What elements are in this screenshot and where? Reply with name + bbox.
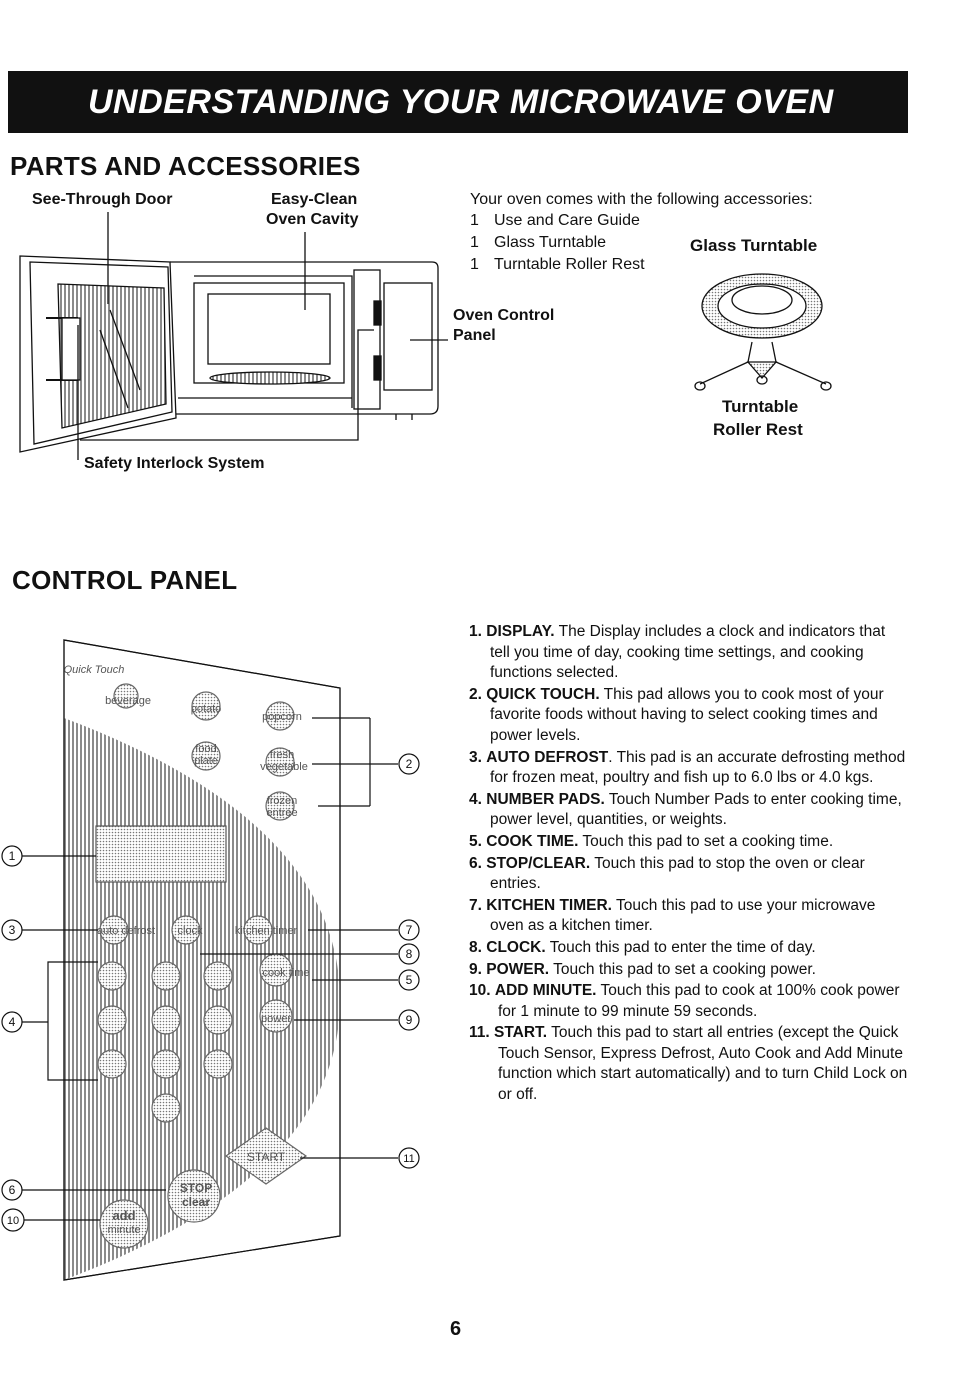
- accessory-item: 1 Glass Turntable: [470, 234, 607, 251]
- description-item: 1. DISPLAY. The Display includes a clock and indicators that tell you time of day, cooking time settings, and cooking functions selected.: [469, 623, 886, 682]
- door-label: See-Through Door: [32, 191, 173, 208]
- description-item: 11. START. Touch this pad to start all entries (except the Quick Touch Sensor, Express Defrost, Auto Cook and Add Minute function which start automatically) and to turn Child Lock on or off.: [469, 1024, 908, 1104]
- callout-7: 7: [405, 923, 413, 937]
- callout-11: 11: [403, 1153, 415, 1165]
- interlock-label: Safety Interlock System: [84, 455, 265, 472]
- pad-stop-clear[interactable]: clear: [181, 1195, 211, 1209]
- pad-potato[interactable]: potato: [190, 703, 222, 715]
- page-title: UNDERSTANDING YOUR MICROWAVE OVEN: [88, 83, 834, 121]
- glass-turntable-label: Glass Turntable: [690, 236, 818, 255]
- description-item: 6. STOP/CLEAR. Touch this pad to stop the oven or clear entries.: [469, 854, 865, 893]
- callout-9: 9: [405, 1013, 413, 1027]
- callout-8: 8: [405, 947, 413, 961]
- control-descriptions: [469, 622, 909, 1107]
- description-item: 9. POWER. Touch this pad to set a cooking power.: [469, 960, 816, 978]
- description-item: 4. NUMBER PADS. Touch Number Pads to enter cooking time, power level, quantities, or weights.: [469, 790, 902, 829]
- pad-clock[interactable]: clock: [177, 925, 203, 937]
- control-panel-heading: CONTROL PANEL: [12, 565, 238, 595]
- parts-heading: PARTS AND ACCESSORIES: [10, 151, 361, 181]
- callout-3: 3: [8, 923, 16, 937]
- pad-add-minute[interactable]: minute: [107, 1224, 141, 1236]
- callout-4: 4: [8, 1015, 16, 1029]
- pad-food-plate-2[interactable]: plate: [194, 755, 218, 767]
- pad-start[interactable]: START: [246, 1150, 286, 1164]
- pad-beverage[interactable]: beverage: [105, 695, 151, 707]
- pad-fresh-veg-1[interactable]: fresh: [269, 749, 295, 761]
- microwave-illustration: [20, 212, 448, 460]
- description-item: 8. CLOCK. Touch this pad to enter the time of day.: [469, 938, 816, 956]
- roller-label-2: Roller Rest: [713, 420, 803, 439]
- callout-1: 1: [8, 849, 16, 863]
- accessories-intro: Your oven comes with the following accessories:: [470, 191, 813, 208]
- accessory-item: 1 Use and Care Guide: [470, 212, 640, 229]
- pad-power[interactable]: power: [261, 1013, 291, 1025]
- description-item: 7. KITCHEN TIMER. Touch this pad to use your microwave oven as a kitchen timer.: [469, 896, 876, 935]
- pad-kitchen-timer[interactable]: kitchen timer: [234, 925, 298, 937]
- description-item: 5. COOK TIME. Touch this pad to set a cooking time.: [469, 832, 834, 850]
- callout-2: 2: [405, 757, 413, 771]
- pad-frozen-1[interactable]: frozen: [266, 795, 298, 807]
- pad-food-plate-1[interactable]: food: [195, 743, 217, 755]
- roller-label-1: Turntable: [722, 397, 799, 416]
- pad-auto-defrost[interactable]: auto defrost: [96, 925, 156, 937]
- page-number: 6: [450, 1318, 462, 1340]
- control-label-2: Panel: [453, 327, 496, 344]
- pad-stop[interactable]: STOP: [179, 1181, 213, 1195]
- glass-turntable-illustration: [695, 274, 831, 390]
- pad-popcorn[interactable]: popcorn: [262, 711, 302, 723]
- pad-fresh-veg-2[interactable]: vegetable: [260, 761, 308, 773]
- panel-brand: Quick Touch: [63, 664, 125, 676]
- description-item: 10. ADD MINUTE. Touch this pad to cook at 100% cook power for 1 minute to 99 minute 59 seconds.: [469, 982, 900, 1020]
- pad-cook-time[interactable]: cook time: [262, 967, 310, 979]
- accessory-item: 1 Turntable Roller Rest: [470, 256, 645, 273]
- pad-add[interactable]: add: [112, 1208, 136, 1223]
- callout-10: 10: [6, 1215, 20, 1227]
- control-label-1: Oven Control: [453, 307, 555, 324]
- pad-frozen-2[interactable]: entrée: [266, 807, 298, 819]
- cavity-label-2: Oven Cavity: [266, 211, 359, 228]
- callout-6: 6: [8, 1183, 16, 1197]
- callout-5: 5: [405, 973, 413, 987]
- description-item: 3. AUTO DEFROST. This pad is an accurate defrosting method for frozen meat, poultry and fish up to 6.0 lbs or 4.0 kgs.: [469, 748, 906, 787]
- cavity-label-1: Easy-Clean: [271, 191, 358, 208]
- description-item: 2. QUICK TOUCH. This pad allows you to cook most of your favorite foods without having to select cooking times and power levels.: [469, 685, 884, 744]
